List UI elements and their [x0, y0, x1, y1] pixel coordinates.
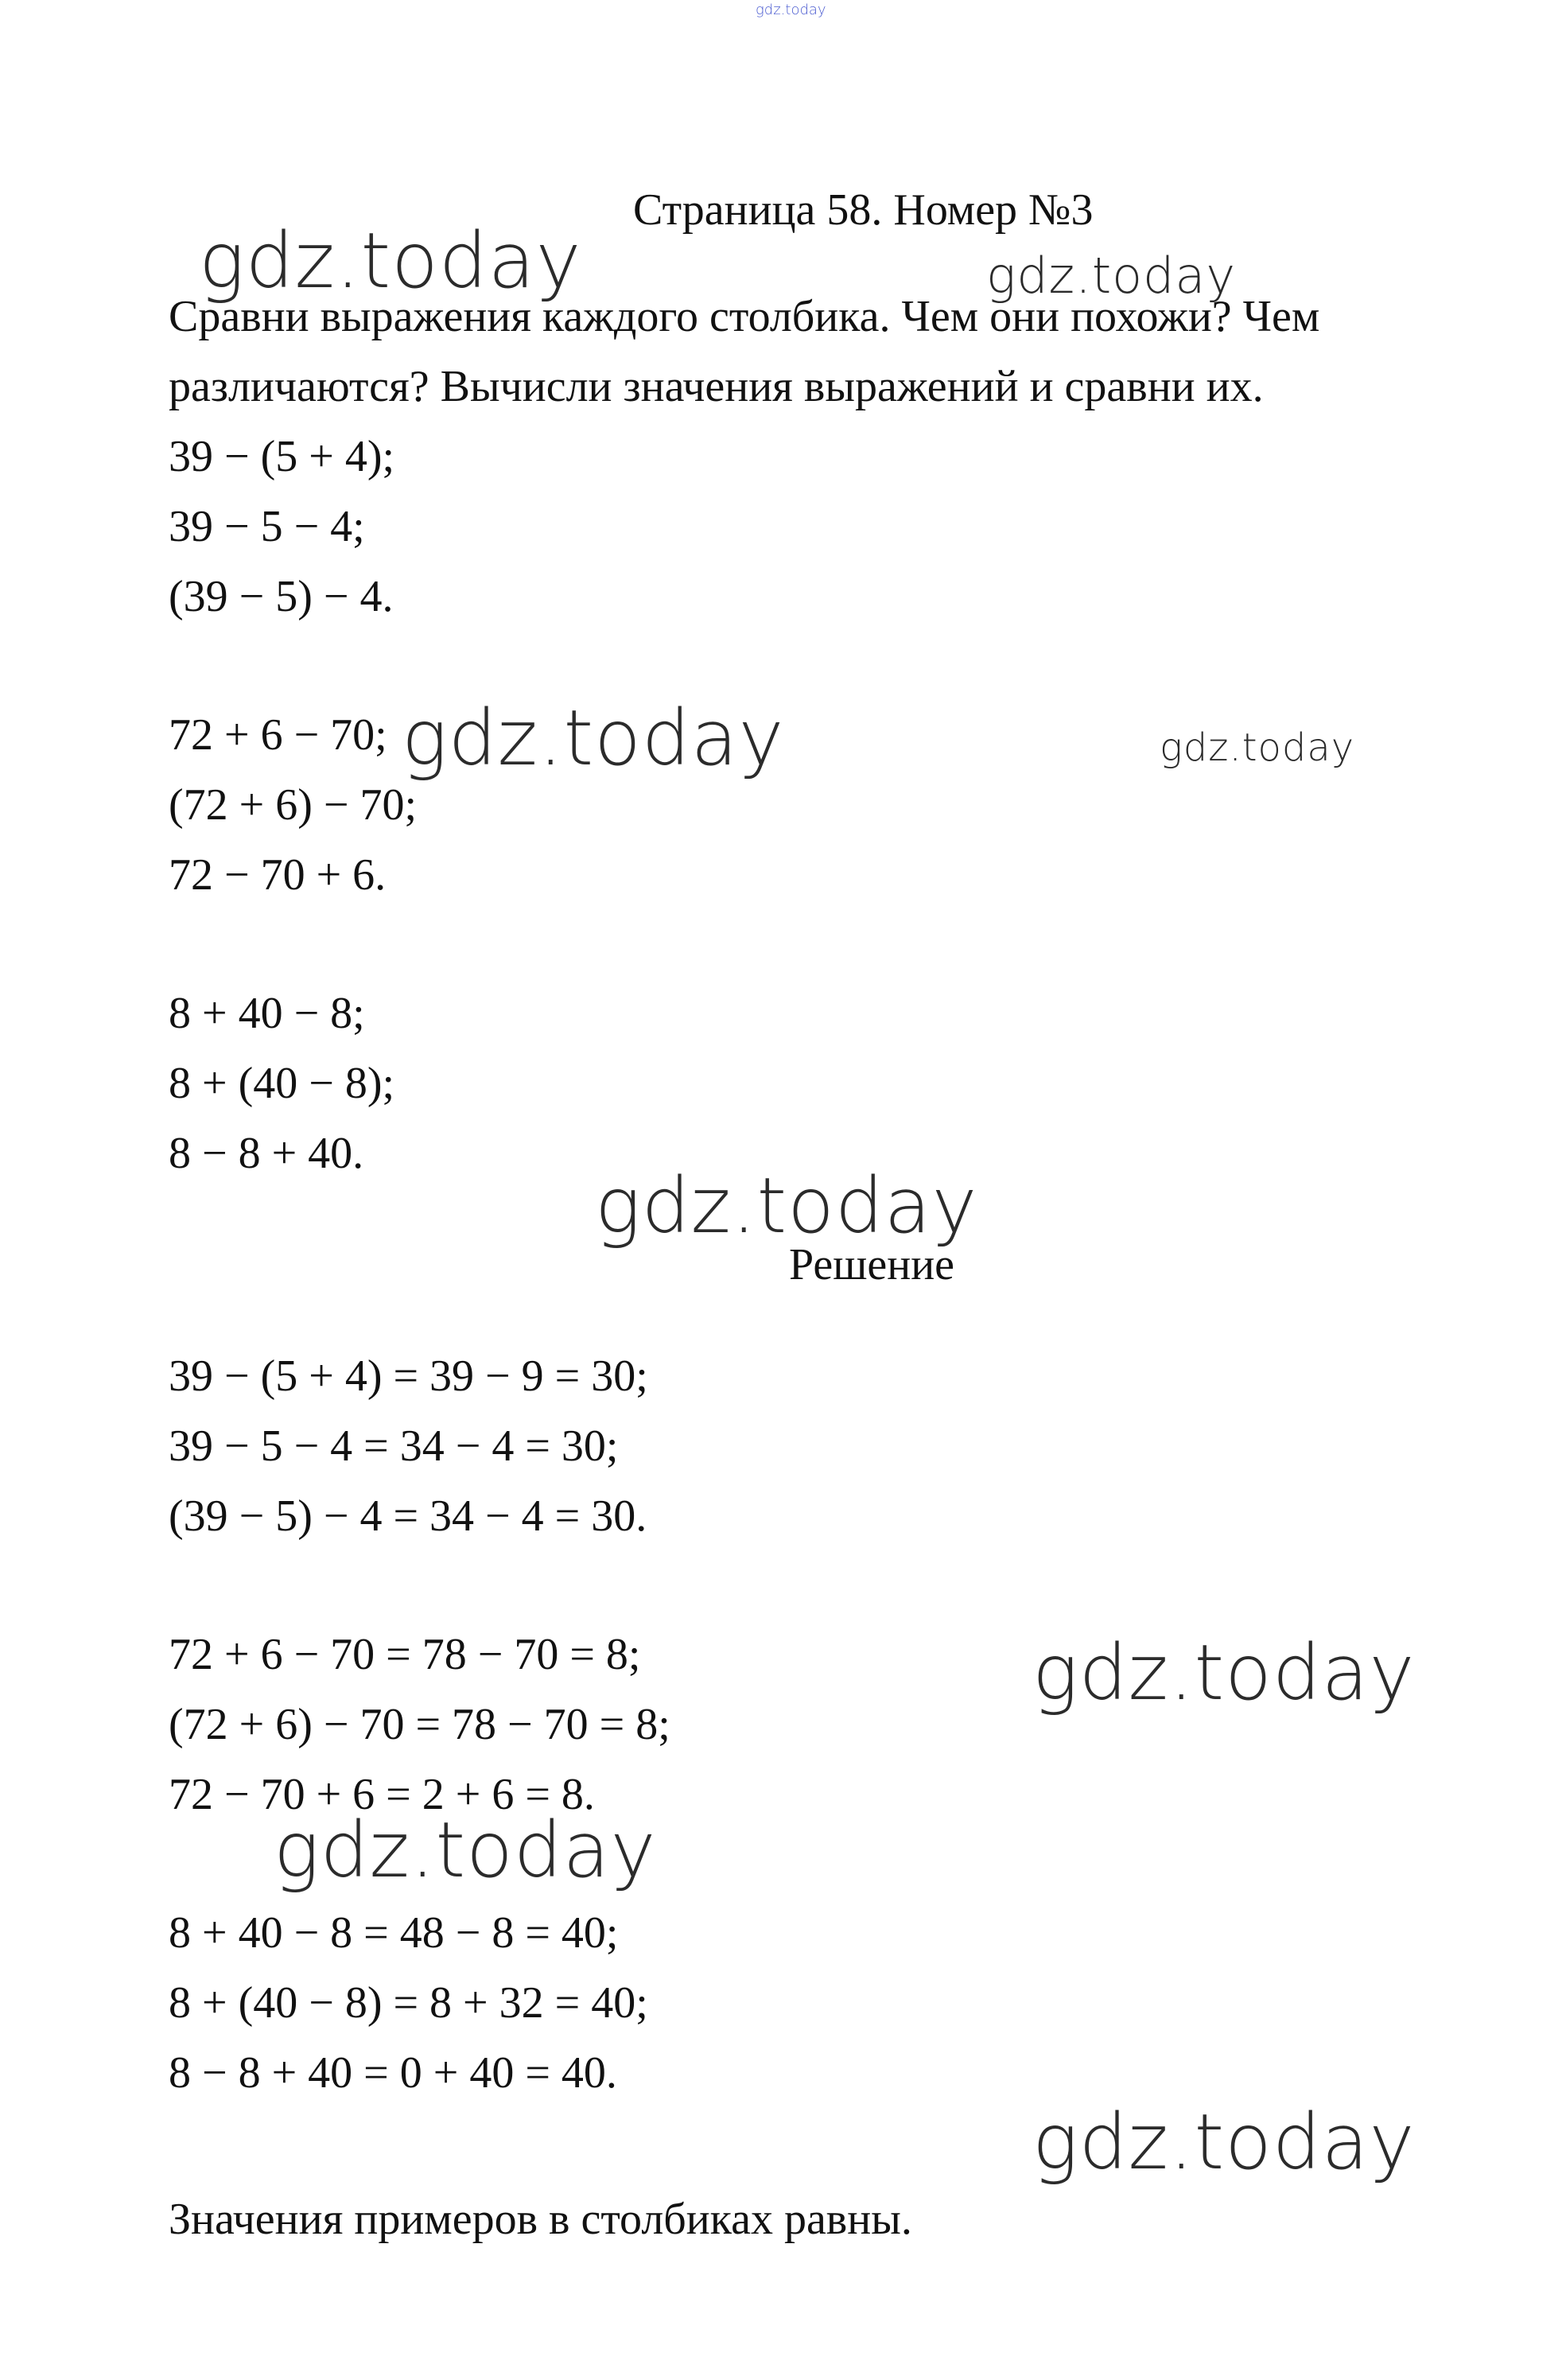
page-title: Страница 58. Номер №3 [633, 185, 1094, 235]
solution-line: 72 − 70 + 6 = 2 + 6 = 8. [169, 1770, 595, 1819]
watermark-top: gdz.today [756, 2, 826, 18]
watermark-4: gdz.today [1160, 725, 1355, 770]
solution-line: 8 + 40 − 8 = 48 − 8 = 40; [169, 1908, 619, 1958]
watermark-7: gdz.today [274, 1806, 657, 1895]
solution-line: 72 + 6 − 70 = 78 − 70 = 8; [169, 1630, 641, 1679]
task-expression: 8 + (40 − 8); [169, 1059, 395, 1108]
watermark-5: gdz.today [595, 1161, 978, 1250]
task-line-1: Сравни выражения каждого столбика. Чем они похожи? Чем [169, 292, 1320, 341]
task-expression: 72 + 6 − 70; [169, 710, 387, 760]
task-expression: 39 − (5 + 4); [169, 432, 395, 481]
watermark-3: gdz.today [402, 694, 785, 783]
task-expression: (39 − 5) − 4. [169, 572, 394, 621]
solution-line: 39 − 5 − 4 = 34 − 4 = 30; [169, 1421, 619, 1471]
solution-line: 8 + (40 − 8) = 8 + 32 = 40; [169, 1978, 648, 2028]
task-expression: (72 + 6) − 70; [169, 780, 418, 830]
watermark-2: gdz.today [986, 247, 1237, 305]
solution-heading: Решение [789, 1240, 955, 1289]
task-expression: 8 + 40 − 8; [169, 989, 365, 1038]
conclusion: Значения примеров в столбиках равны. [169, 2195, 912, 2244]
task-line-2: различаются? Вычисли значения выражений и сравни их. [169, 362, 1264, 411]
solution-line: (72 + 6) − 70 = 78 − 70 = 8; [169, 1700, 670, 1749]
solution-line: (39 − 5) − 4 = 34 − 4 = 30. [169, 1491, 647, 1541]
watermark-1: gdz.today [199, 216, 582, 305]
solution-line: 8 − 8 + 40 = 0 + 40 = 40. [169, 2048, 617, 2098]
task-expression: 8 − 8 + 40. [169, 1129, 364, 1178]
solution-line: 39 − (5 + 4) = 39 − 9 = 30; [169, 1351, 648, 1401]
task-expression: 72 − 70 + 6. [169, 850, 387, 900]
watermark-6: gdz.today [1032, 1628, 1416, 1717]
watermark-8: gdz.today [1032, 2098, 1416, 2187]
task-expression: 39 − 5 − 4; [169, 502, 365, 551]
